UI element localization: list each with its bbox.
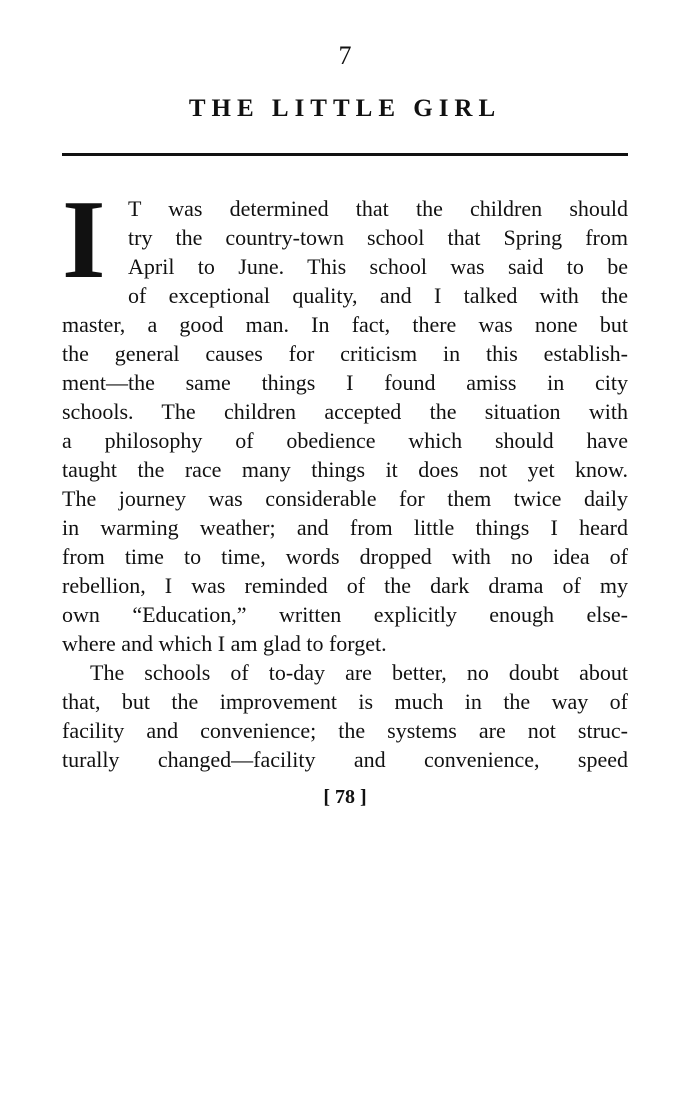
text-line: master, a good man. In fact, there was none but [62,312,628,337]
text-line: that, but the improvement is much in the way of [62,689,628,714]
text-line: a philosophy of obedience which should have [62,428,628,453]
text-line: try the country-town school that Spring from [128,225,628,250]
text-line: rebellion, I was reminded of the dark drama of my [62,573,628,598]
text-line: facility and convenience; the systems are not struc- [62,718,628,743]
text-line: own “Education,” written explicitly enough else- [62,602,628,627]
page-number: [ 78 ] [323,786,367,808]
title-rule [62,153,628,156]
text-line: April to June. This school was said to be [128,254,628,279]
text-line: of exceptional quality, and I talked with the [128,283,628,308]
text-line: The schools of to-day are better, no doubt about [90,660,628,685]
text-line: The journey was considerable for them twice daily [62,486,628,511]
text-line: from time to time, words dropped with no idea of [62,544,628,569]
text-line: ment—the same things I found amiss in city [62,370,628,395]
chapter-number: 7 [338,41,352,70]
text-line: schools. The children accepted the situation with [62,399,628,424]
drop-cap: I [62,178,106,302]
text-line: T was determined that the children should [128,196,628,221]
text-line: taught the race many things it does not yet know. [62,457,628,482]
text-line: the general causes for criticism in this establish- [62,341,628,366]
text-line: where and which I am glad to forget. [62,631,387,656]
text-line: in warming weather; and from little things I heard [62,515,628,540]
chapter-title: THE LITTLE GIRL [188,95,502,122]
body-text [62,178,628,774]
text-line: turally changed—facility and convenience, speed [62,747,628,772]
